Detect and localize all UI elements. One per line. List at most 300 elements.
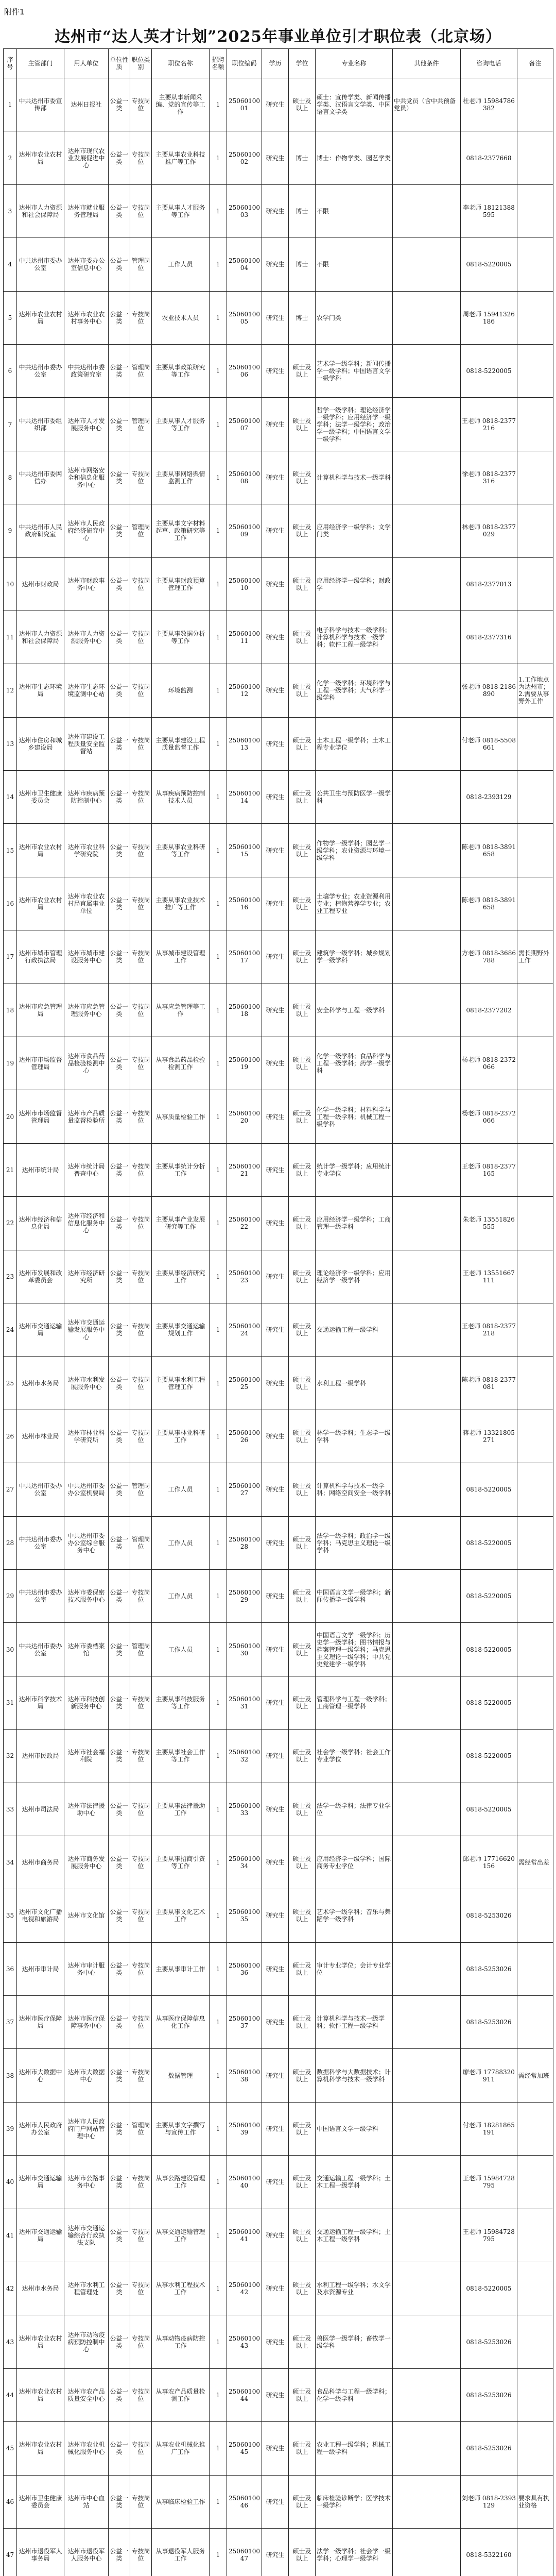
table-row (4, 1836, 553, 1889)
cell-quota: 1 (210, 2528, 227, 2576)
annex-label: 附件1 (4, 7, 25, 16)
cell-category: 管理岗位 (130, 238, 152, 291)
cell-category: 专技岗位 (130, 877, 152, 930)
cell-education: 研究生 (262, 771, 289, 824)
cell-education: 研究生 (262, 1143, 289, 1196)
cell-phone: 0818-5322160 (461, 2528, 517, 2576)
cell-nature: 公益一类 (109, 1516, 130, 1569)
cell-phone: 0818-5220005 (461, 1569, 517, 1622)
cell-position: 主要从事农业科研等工作 (152, 824, 210, 877)
header-nature: 单位性质 (109, 49, 130, 78)
cell-quota: 1 (210, 1676, 227, 1729)
cell-major: 农业工程一级学科；机械工程一级学科 (316, 2422, 393, 2475)
cell-position: 主要从事政策研究等工作 (152, 344, 210, 397)
cell-code: 2506010005 (227, 291, 262, 344)
cell-position: 工作人员 (152, 1623, 210, 1676)
cell-category: 专技岗位 (130, 771, 152, 824)
cell-quota: 1 (210, 2368, 227, 2421)
table-row (4, 2049, 553, 2102)
cell-nature: 公益一类 (109, 1623, 130, 1676)
cell-degree: 硕士及以上 (289, 1623, 316, 1676)
cell-category: 专技岗位 (130, 2315, 152, 2368)
cell-dept: 中共达州市委办公室 (17, 1516, 64, 1569)
cell-nature: 公益一类 (109, 1037, 130, 1090)
cell-dept: 达州市财政局 (17, 557, 64, 611)
cell-dept: 达州市统计局 (17, 1143, 64, 1196)
cell-note (517, 1037, 553, 1090)
cell-category: 专技岗位 (130, 1250, 152, 1303)
cell-phone: 李老师 18121388595 (461, 184, 517, 238)
cell-degree: 博士 (289, 184, 316, 238)
cell-quota: 1 (210, 664, 227, 717)
cell-education: 研究生 (262, 2315, 289, 2368)
cell-note (517, 1783, 553, 1836)
cell-unit: 达州市交通运输发展服务中心 (64, 1303, 109, 1356)
cell-phone: 0818-5253026 (461, 2368, 517, 2421)
cell-education: 研究生 (262, 1889, 289, 1942)
cell-major: 化学一级学科；食品科学与工程一级学科；药学一级学科 (316, 1037, 393, 1090)
cell-dept: 达州市农业农村局 (17, 877, 64, 930)
cell-position: 主要从事文化艺术工作 (152, 1889, 210, 1942)
cell-note: 需经常出差 (517, 1836, 553, 1889)
cell-other (393, 344, 461, 397)
cell-major: 水利工程一级学科 (316, 1357, 393, 1410)
cell-unit: 达州市医疗保障事务中心 (64, 1996, 109, 2049)
cell-category: 专技岗位 (130, 984, 152, 1037)
cell-unit: 达州市林业科学研究所 (64, 1410, 109, 1463)
cell-position: 主要从事经济研究工作 (152, 1250, 210, 1303)
cell-note (517, 2368, 553, 2421)
cell-code: 2506010016 (227, 877, 262, 930)
cell-major: 数据科学与大数据技术；计算机科学与技术一级学科 (316, 2049, 393, 2102)
table-row (4, 1143, 553, 1196)
cell-note (517, 398, 553, 451)
cell-education: 研究生 (262, 1250, 289, 1303)
cell-dept: 中共达州市人民政府研究室 (17, 504, 64, 557)
cell-nature: 公益一类 (109, 824, 130, 877)
table-row (4, 1303, 553, 1356)
cell-quota: 1 (210, 2102, 227, 2155)
cell-note (517, 877, 553, 930)
cell-index: 6 (4, 344, 17, 397)
cell-code: 2506010008 (227, 451, 262, 504)
header-education: 学历 (262, 49, 289, 78)
cell-dept: 达州市应急管理局 (17, 984, 64, 1037)
cell-phone: 0818-5253026 (461, 2315, 517, 2368)
cell-degree: 硕士及以上 (289, 1250, 316, 1303)
cell-category: 专技岗位 (130, 717, 152, 770)
cell-nature: 公益一类 (109, 984, 130, 1037)
cell-nature: 公益一类 (109, 2528, 130, 2576)
cell-major: 法学一级学科；政治学一级学科；马克思主义理论一级学科 (316, 1516, 393, 1569)
cell-major: 化学一级学科；环境科学与工程一级学科；大气科学一级学科 (316, 664, 393, 717)
cell-education: 研究生 (262, 238, 289, 291)
table-row (4, 2209, 553, 2262)
cell-other (393, 1942, 461, 1995)
cell-position: 从事交通运输管理工作 (152, 2209, 210, 2262)
cell-quota: 1 (210, 1889, 227, 1942)
cell-major: 土壤学专业；农业资源利用专业；植物营养学专业；农业工程专业 (316, 877, 393, 930)
cell-position: 主要从事招商引资等工作 (152, 1836, 210, 1889)
cell-nature: 公益一类 (109, 2156, 130, 2209)
cell-code: 2506010004 (227, 238, 262, 291)
cell-phone: 张老师 0818-2186890 (461, 664, 517, 717)
cell-unit: 达州市退役军人服务中心 (64, 2528, 109, 2576)
cell-note (517, 2156, 553, 2209)
table-row (4, 1410, 553, 1463)
table-row (4, 291, 553, 344)
cell-unit: 达州市审计服务中心 (64, 1942, 109, 1995)
cell-category: 专技岗位 (130, 2049, 152, 2102)
cell-dept: 达州市交通运输局 (17, 2209, 64, 2262)
cell-position: 主要从事农业技术推广等工作 (152, 877, 210, 930)
cell-index: 43 (4, 2315, 17, 2368)
cell-category: 管理岗位 (130, 398, 152, 451)
cell-index: 13 (4, 717, 17, 770)
cell-degree: 硕士及以上 (289, 1783, 316, 1836)
cell-education: 研究生 (262, 131, 289, 184)
cell-degree: 硕士及以上 (289, 2528, 316, 2576)
cell-note (517, 611, 553, 664)
cell-category: 专技岗位 (130, 2368, 152, 2421)
cell-position: 工作人员 (152, 1569, 210, 1622)
cell-degree: 硕士及以上 (289, 1357, 316, 1410)
cell-major: 理论经济学一级学科；应用经济学一级学科 (316, 1250, 393, 1303)
cell-dept: 达州市人民政府办公室 (17, 2102, 64, 2155)
cell-degree: 硕士及以上 (289, 1836, 316, 1889)
cell-major: 博士：作物学类、园艺学类 (316, 131, 393, 184)
cell-degree: 硕士及以上 (289, 2209, 316, 2262)
table-row (4, 1730, 553, 1783)
cell-unit: 达州市大数据中心 (64, 2049, 109, 2102)
cell-nature: 公益一类 (109, 2102, 130, 2155)
cell-dept: 中共达州市委办公室 (17, 1623, 64, 1676)
cell-category: 专技岗位 (130, 2262, 152, 2315)
cell-code: 2506010017 (227, 930, 262, 984)
cell-dept: 达州市人力资源和社会保障局 (17, 611, 64, 664)
cell-major: 应用经济学一级学科；工商管理一级学科 (316, 1197, 393, 1250)
cell-phone: 刘老师 0818-2393129 (461, 2475, 517, 2528)
cell-major: 计算机科学与技术一级学科；软件工程一级学科 (316, 1996, 393, 2049)
cell-category: 专技岗位 (130, 1676, 152, 1729)
cell-other (393, 504, 461, 557)
cell-nature: 公益一类 (109, 1303, 130, 1356)
cell-note (517, 2528, 553, 2576)
cell-position: 主要从事社会工作等工作 (152, 1730, 210, 1783)
cell-position: 主要从事文字撰写与宣传工作 (152, 2102, 210, 2155)
cell-unit: 达州市应急管理服务中心 (64, 984, 109, 1037)
cell-other (393, 1889, 461, 1942)
cell-quota: 1 (210, 877, 227, 930)
cell-degree: 硕士及以上 (289, 1090, 316, 1143)
cell-dept: 中共达州市委办公室 (17, 1569, 64, 1622)
cell-quota: 1 (210, 1250, 227, 1303)
cell-degree: 硕士及以上 (289, 877, 316, 930)
cell-note (517, 1143, 553, 1196)
cell-phone: 陈老师 0818-3891658 (461, 877, 517, 930)
cell-quota: 1 (210, 611, 227, 664)
cell-index: 2 (4, 131, 17, 184)
cell-index: 26 (4, 1410, 17, 1463)
cell-code: 2506010030 (227, 1623, 262, 1676)
cell-note (517, 238, 553, 291)
cell-phone: 徐老师 0818-2377316 (461, 451, 517, 504)
cell-position: 从事临床检验工作 (152, 2475, 210, 2528)
cell-education: 研究生 (262, 1569, 289, 1622)
cell-unit: 达州市建设工程质量安全监督站 (64, 717, 109, 770)
cell-code: 2506010023 (227, 1250, 262, 1303)
cell-index: 1 (4, 78, 17, 131)
cell-quota: 1 (210, 984, 227, 1037)
cell-nature: 公益一类 (109, 504, 130, 557)
table-row (4, 2315, 553, 2368)
cell-index: 41 (4, 2209, 17, 2262)
cell-note (517, 1410, 553, 1463)
cell-other (393, 611, 461, 664)
cell-index: 28 (4, 1516, 17, 1569)
cell-nature: 公益一类 (109, 2422, 130, 2475)
cell-position: 主要从事人才服务等工作 (152, 398, 210, 451)
cell-code: 2506010029 (227, 1569, 262, 1622)
cell-note: 需经常加班 (517, 2049, 553, 2102)
cell-unit: 达州市委办公室信息中心 (64, 238, 109, 291)
cell-dept: 达州市科学技术局 (17, 1676, 64, 1729)
cell-nature: 公益一类 (109, 131, 130, 184)
cell-position: 从事水利工程技术工作 (152, 2262, 210, 2315)
cell-unit: 达州市文化馆 (64, 1889, 109, 1942)
cell-code: 2506010038 (227, 2049, 262, 2102)
cell-code: 2506010034 (227, 1836, 262, 1889)
cell-phone: 王老师 15984728795 (461, 2156, 517, 2209)
cell-note (517, 184, 553, 238)
cell-education: 研究生 (262, 504, 289, 557)
cell-degree: 硕士及以上 (289, 2422, 316, 2475)
table-row (4, 2475, 553, 2528)
header-phone: 咨询电话 (461, 49, 517, 78)
cell-phone: 付老师 18281865191 (461, 2102, 517, 2155)
cell-education: 研究生 (262, 184, 289, 238)
cell-position: 从事疾病预防控制技术人员 (152, 771, 210, 824)
cell-quota: 1 (210, 717, 227, 770)
cell-education: 研究生 (262, 2422, 289, 2475)
cell-category: 专技岗位 (130, 291, 152, 344)
cell-phone: 蒋老师 13321805271 (461, 1410, 517, 1463)
cell-note (517, 131, 553, 184)
cell-phone: 0818-5220005 (461, 1463, 517, 1516)
cell-quota: 1 (210, 2315, 227, 2368)
cell-nature: 公益一类 (109, 1250, 130, 1303)
cell-nature: 公益一类 (109, 78, 130, 131)
cell-category: 管理岗位 (130, 1623, 152, 1676)
cell-code: 2506010032 (227, 1730, 262, 1783)
cell-position: 主要从事林业科研工作 (152, 1410, 210, 1463)
cell-unit: 达州市水利发展服务中心 (64, 1357, 109, 1410)
header-category: 职位类别 (130, 49, 152, 78)
cell-education: 研究生 (262, 1730, 289, 1783)
table-row (4, 2368, 553, 2421)
cell-other (393, 131, 461, 184)
cell-dept: 达州市退役军人事务局 (17, 2528, 64, 2576)
cell-index: 12 (4, 664, 17, 717)
cell-major: 交通运输工程一级学科；土木工程一级学科 (316, 2209, 393, 2262)
cell-category: 专技岗位 (130, 451, 152, 504)
cell-degree: 硕士及以上 (289, 1463, 316, 1516)
cell-nature: 公益一类 (109, 291, 130, 344)
cell-other (393, 771, 461, 824)
cell-note (517, 78, 553, 131)
cell-index: 30 (4, 1623, 17, 1676)
cell-unit: 达州市经济研究所 (64, 1250, 109, 1303)
cell-quota: 1 (210, 131, 227, 184)
cell-quota: 1 (210, 1143, 227, 1196)
cell-unit: 达州市城市建设服务中心 (64, 930, 109, 984)
cell-degree: 博士 (289, 238, 316, 291)
cell-education: 研究生 (262, 1410, 289, 1463)
table-row (4, 2422, 553, 2475)
cell-position: 主要从事数据分析等工作 (152, 611, 210, 664)
cell-unit: 达州市交通运输综合行政执法支队 (64, 2209, 109, 2262)
cell-nature: 公益一类 (109, 184, 130, 238)
cell-other (393, 2102, 461, 2155)
cell-education: 研究生 (262, 2475, 289, 2528)
cell-quota: 1 (210, 2049, 227, 2102)
cell-unit: 达州日报社 (64, 78, 109, 131)
cell-note (517, 451, 553, 504)
cell-note (517, 1569, 553, 1622)
cell-other (393, 1623, 461, 1676)
cell-major: 艺术学一级学科；新闻传播学一级学科；中国语言文学一级学科 (316, 344, 393, 397)
cell-education: 研究生 (262, 2262, 289, 2315)
cell-degree: 硕士及以上 (289, 557, 316, 611)
cell-category: 专技岗位 (130, 78, 152, 131)
cell-note (517, 291, 553, 344)
cell-major: 管理科学与工程一级学科；工商管理一级学科 (316, 1676, 393, 1729)
cell-dept: 达州市卫生健康委员会 (17, 2475, 64, 2528)
cell-note (517, 1942, 553, 1995)
cell-unit: 达州市农产品质量安全中心 (64, 2368, 109, 2421)
cell-note (517, 771, 553, 824)
cell-unit: 中共达州市委政策研究室 (64, 344, 109, 397)
table-row (4, 2262, 553, 2315)
cell-phone: 0818-5220005 (461, 1516, 517, 1569)
cell-other (393, 1836, 461, 1889)
cell-unit: 中共达州市委办公室综合服务中心 (64, 1516, 109, 1569)
cell-dept: 达州市市场监督管理局 (17, 1090, 64, 1143)
cell-degree: 硕士及以上 (289, 398, 316, 451)
cell-phone: 0818-5220005 (461, 1730, 517, 1783)
cell-major: 计算机科学与技术一级学科；网络空间安全一级学科 (316, 1463, 393, 1516)
cell-dept: 中共达州市委办公室 (17, 1463, 64, 1516)
cell-position: 数据管理 (152, 2049, 210, 2102)
cell-other (393, 1783, 461, 1836)
header-code: 职位编码 (227, 49, 262, 78)
cell-phone: 方老师 0818-3686788 (461, 930, 517, 984)
cell-phone: 0818-5220005 (461, 2262, 517, 2315)
cell-index: 10 (4, 557, 17, 611)
cell-nature: 公益一类 (109, 1942, 130, 1995)
cell-code: 2506010036 (227, 1942, 262, 1995)
cell-major: 中国语言文学一级学科 (316, 2102, 393, 2155)
cell-other (393, 1410, 461, 1463)
cell-other (393, 1303, 461, 1356)
cell-degree: 博士 (289, 291, 316, 344)
cell-major: 交通运输工程一级学科 (316, 1303, 393, 1356)
cell-degree: 硕士及以上 (289, 2049, 316, 2102)
cell-code: 2506010003 (227, 184, 262, 238)
table-row (4, 1463, 553, 1516)
cell-category: 专技岗位 (130, 1942, 152, 1995)
cell-code: 2506010001 (227, 78, 262, 131)
cell-major: 安全科学与工程一级学科 (316, 984, 393, 1037)
cell-unit: 达州市水利工程管理处 (64, 2262, 109, 2315)
cell-code: 2506010007 (227, 398, 262, 451)
cell-nature: 公益一类 (109, 1889, 130, 1942)
table-row (4, 184, 553, 238)
cell-education: 研究生 (262, 451, 289, 504)
cell-position: 主要从事产业发展研究等工作 (152, 1197, 210, 1250)
cell-quota: 1 (210, 1516, 227, 1569)
cell-degree: 硕士及以上 (289, 771, 316, 824)
cell-unit: 达州市经济和信息化服务中心 (64, 1197, 109, 1250)
cell-education: 研究生 (262, 1836, 289, 1889)
cell-note (517, 2209, 553, 2262)
cell-dept: 达州市水务局 (17, 1357, 64, 1410)
cell-dept: 达州市审计局 (17, 1942, 64, 1995)
cell-education: 研究生 (262, 664, 289, 717)
cell-code: 2506010012 (227, 664, 262, 717)
cell-other (393, 1676, 461, 1729)
cell-other (393, 398, 461, 451)
cell-code: 2506010035 (227, 1889, 262, 1942)
table-row (4, 1996, 553, 2049)
cell-category: 管理岗位 (130, 344, 152, 397)
cell-phone: 杨老师 0818-2372066 (461, 1037, 517, 1090)
cell-index: 36 (4, 1942, 17, 1995)
cell-category: 专技岗位 (130, 1783, 152, 1836)
cell-unit: 达州市公路事务中心 (64, 2156, 109, 2209)
cell-other (393, 184, 461, 238)
cell-dept: 达州市发展和改革委员会 (17, 1250, 64, 1303)
cell-unit: 达州市社会福利院 (64, 1730, 109, 1783)
cell-phone: 朱老师 13551826555 (461, 1197, 517, 1250)
cell-major: 电子科学与技术一级学科；计算机科学与技术一级学科；软件工程一级学科 (316, 611, 393, 664)
cell-nature: 公益一类 (109, 717, 130, 770)
cell-category: 专技岗位 (130, 2156, 152, 2209)
cell-phone: 王老师 0818-2377216 (461, 398, 517, 451)
cell-other (393, 1569, 461, 1622)
cell-quota: 1 (210, 238, 227, 291)
cell-degree: 硕士及以上 (289, 1303, 316, 1356)
cell-other (393, 824, 461, 877)
cell-other (393, 1516, 461, 1569)
table-row (4, 2156, 553, 2209)
cell-quota: 1 (210, 557, 227, 611)
cell-education: 研究生 (262, 611, 289, 664)
cell-major: 临床检验诊断学；医学技术一级学科 (316, 2475, 393, 2528)
cell-major: 食品科学与工程一级学科；化学一级学科 (316, 2368, 393, 2421)
cell-nature: 公益一类 (109, 1996, 130, 2049)
cell-unit: 达州市委档案馆 (64, 1623, 109, 1676)
cell-major: 计算机科学与技术一级学科 (316, 451, 393, 504)
cell-nature: 公益一类 (109, 877, 130, 930)
cell-quota: 1 (210, 1730, 227, 1783)
table-row (4, 2102, 553, 2155)
cell-degree: 硕士及以上 (289, 611, 316, 664)
cell-category: 专技岗位 (130, 1569, 152, 1622)
cell-code: 2506010033 (227, 1783, 262, 1836)
cell-quota: 1 (210, 1783, 227, 1836)
cell-index: 8 (4, 451, 17, 504)
